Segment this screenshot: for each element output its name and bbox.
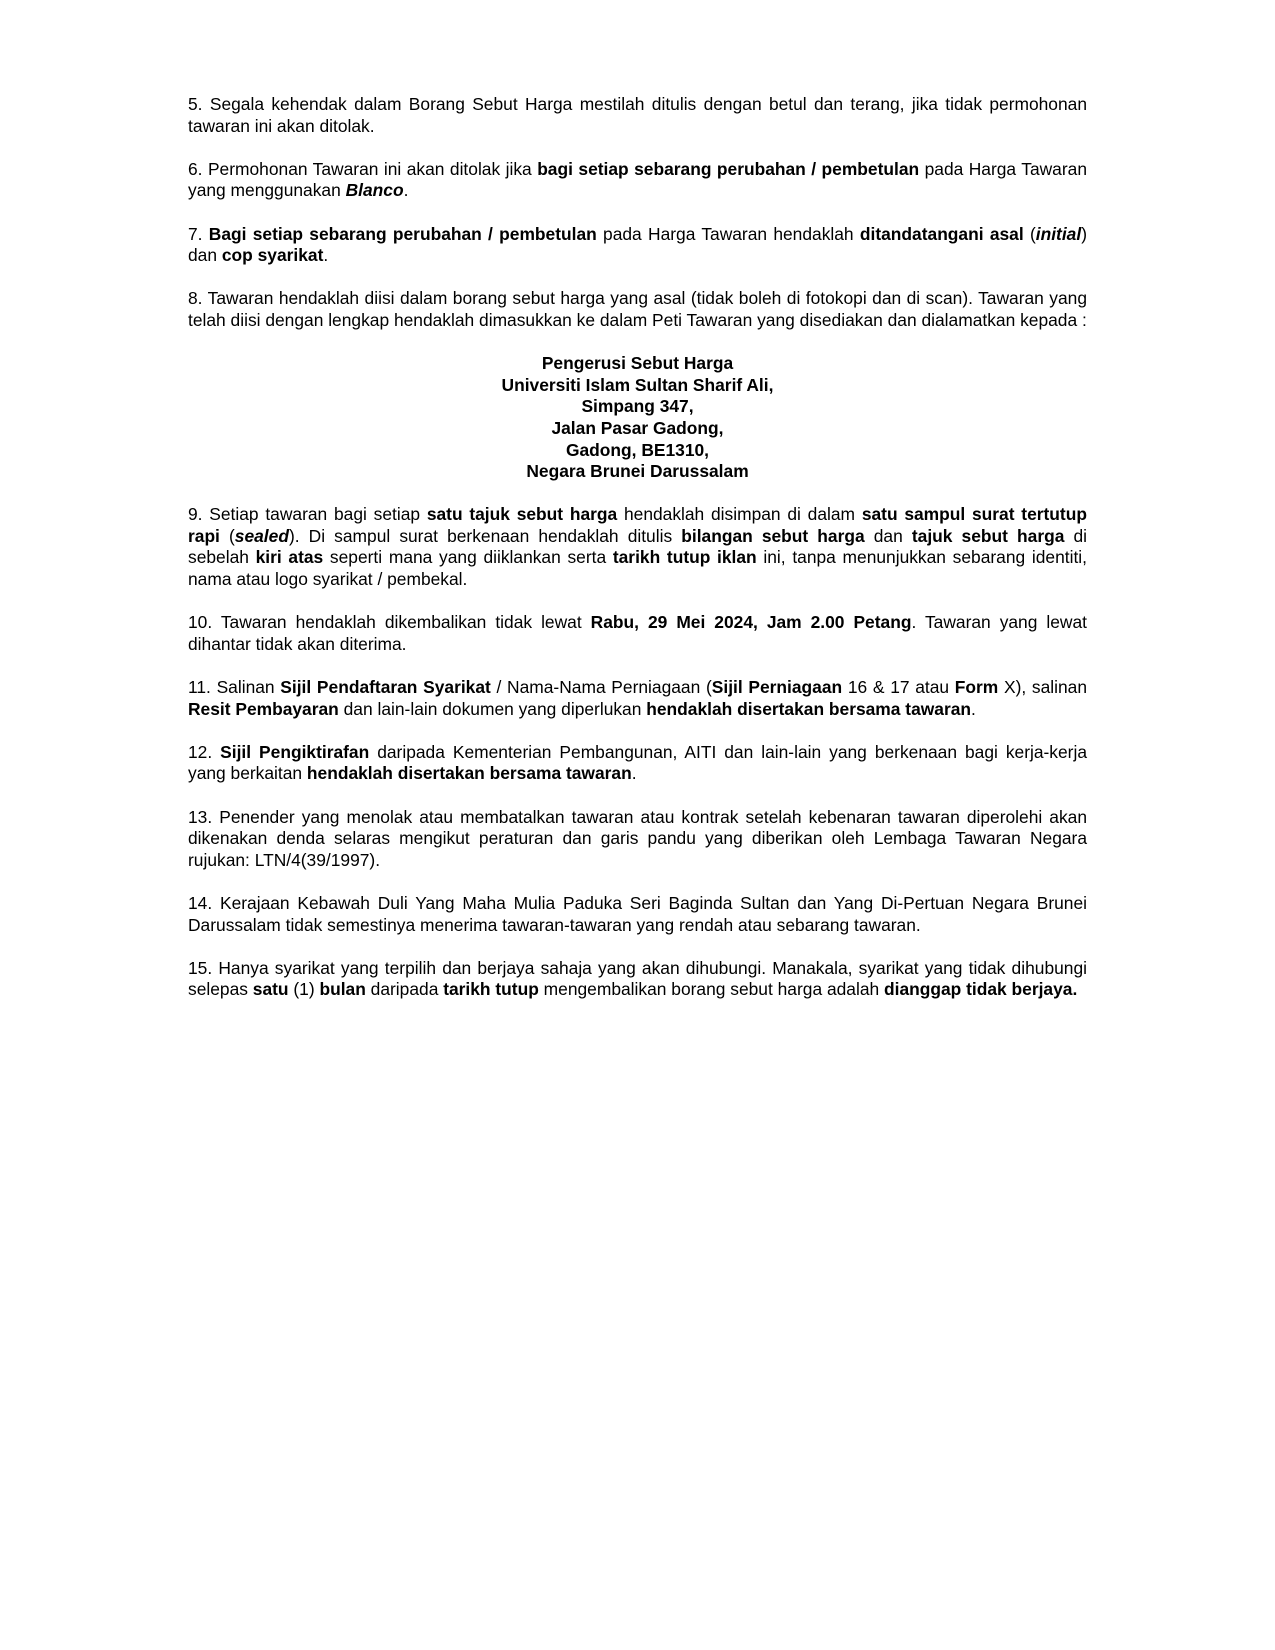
emphasis-segment: Sijil Perniagaan — [711, 677, 843, 698]
address-line: Jalan Pasar Gadong, — [551, 417, 724, 438]
text-segment: ( — [219, 525, 235, 546]
text-segment: ) dan — [188, 223, 1092, 266]
term-paragraph — [188, 957, 1092, 1001]
terms-list-before-address — [188, 94, 1092, 332]
term-paragraph — [188, 892, 1092, 936]
text-segment: . — [971, 698, 976, 719]
text-segment: seperti mana yang diiklankan serta — [323, 547, 613, 568]
text-segment: . Tawaran yang lewat dihantar tidak akan diterima. — [188, 612, 1092, 654]
text-segment: 14. Kerajaan Kebawah Duli Yang Maha Mulia Paduka Seri Baginda Sultan dan Yang Di-Pertuan Negara Brunei Darussalam tidak semestinya menerima tawaran-tawaran yang rendah atau sebarang tawaran. — [188, 892, 1092, 935]
emphasis-segment: dianggap tidak berjaya. — [884, 979, 1078, 1000]
text-segment: ( — [1023, 223, 1036, 244]
text-segment: dan lain-lain dokumen yang diperlukan — [338, 698, 647, 719]
text-segment: / Nama-Nama Perniagaan ( — [490, 677, 712, 698]
text-segment: . — [403, 180, 409, 201]
term-paragraph — [188, 223, 1092, 267]
text-segment: daripada Kementerian Pembangunan, AITI dan lain-lain yang berkenaan bagi kerja-kerja yang berkaitan — [188, 741, 1092, 784]
emphasis-segment: ditandatangani asal — [859, 223, 1024, 244]
emphasis-segment: kiri atas — [255, 547, 324, 568]
emphasis-segment: Rabu, 29 Mei 2024, Jam 2.00 Petang — [590, 612, 912, 633]
emphasis-segment: cop syarikat — [221, 245, 324, 266]
emphasis-segment: bilangan sebut harga — [681, 525, 865, 546]
emphasis-segment: Bagi setiap sebarang perubahan / pembetulan — [208, 223, 597, 244]
text-segment: 10. Tawaran hendaklah dikembalikan tidak lewat — [188, 612, 591, 633]
term-paragraph — [188, 94, 1092, 137]
terms-list-after-address — [188, 504, 1092, 1001]
emphasis-segment: satu tajuk sebut harga — [426, 504, 618, 525]
emphasis-segment: bagi setiap sebarang perubahan / pembetulan — [537, 158, 920, 179]
emphasis-segment: initial — [1035, 223, 1082, 244]
text-segment: mengembalikan borang sebut harga adalah — [538, 979, 884, 1000]
text-segment: daripada — [365, 979, 444, 1000]
address-line: Simpang 347, — [581, 396, 694, 417]
term-paragraph — [188, 741, 1092, 785]
text-segment: . — [323, 245, 329, 266]
emphasis-segment: tajuk sebut harga — [911, 525, 1065, 546]
text-segment: 9. Setiap tawaran bagi setiap — [188, 504, 427, 525]
text-segment: pada Harga Tawaran hendaklah — [596, 223, 860, 244]
emphasis-segment: Form — [954, 677, 999, 698]
text-segment: ini, tanpa menunjukkan sebarang identiti, nama atau logo syarikat / pembekal. — [188, 547, 1092, 590]
text-segment: di sebelah — [188, 525, 1092, 568]
text-segment: hendaklah disimpan di dalam — [617, 504, 862, 525]
submission-address — [188, 353, 1087, 483]
address-line: Negara Brunei Darussalam — [526, 461, 749, 482]
address-line: Universiti Islam Sultan Sharif Ali, — [501, 374, 774, 395]
emphasis-segment: Sijil Pengiktirafan — [220, 741, 370, 762]
text-segment: 12. — [188, 741, 221, 762]
document-page — [188, 94, 1092, 1023]
text-segment: dan — [864, 525, 912, 546]
text-segment: 6. Permohonan Tawaran ini akan ditolak jika — [188, 158, 538, 179]
text-segment: . — [631, 763, 637, 784]
address-line: Gadong, BE1310, — [565, 439, 710, 460]
emphasis-segment: hendaklah disertakan bersama tawaran — [306, 763, 632, 784]
text-segment: (1) — [288, 979, 320, 1000]
emphasis-segment: bulan — [319, 979, 366, 1000]
text-segment: pada Harga Tawaran yang menggunakan — [188, 158, 1092, 201]
term-paragraph — [188, 677, 1092, 720]
term-paragraph — [188, 288, 1092, 331]
emphasis-segment: Blanco — [345, 180, 404, 201]
emphasis-segment: hendaklah disertakan bersama tawaran — [646, 698, 972, 719]
term-paragraph — [188, 806, 1092, 872]
term-paragraph — [188, 504, 1092, 590]
emphasis-segment: Resit Pembayaran — [188, 698, 339, 719]
text-segment: 7. — [188, 223, 209, 244]
text-segment: 16 & 17 atau — [842, 677, 955, 698]
text-segment: X), salinan — [998, 677, 1092, 698]
term-paragraph — [188, 158, 1092, 202]
text-segment: 15. Hanya syarikat yang terpilih dan berjaya sahaja yang akan dihubungi. Manakala, syarikat yang tidak dihubungi selepas — [188, 957, 1092, 1000]
text-segment: 11. Salinan — [188, 677, 281, 698]
text-segment: ). Di sampul surat berkenaan hendaklah ditulis — [288, 525, 682, 546]
text-segment: 13. Penender yang menolak atau membatalkan tawaran atau kontrak setelah kebenaran tawaran diperolehi akan dikenakan denda selaras mengikut peraturan dan garis pandu yang diberikan oleh Lembaga Tawaran Negara rujukan: LTN/4(39/1997). — [188, 806, 1092, 870]
emphasis-segment: tarikh tutup — [443, 979, 539, 1000]
text-segment: 5. Segala kehendak dalam Borang Sebut Harga mestilah ditulis dengan betul dan terang, jika tidak permohonan tawaran ini akan ditolak. — [188, 94, 1092, 136]
term-paragraph — [188, 612, 1092, 655]
text-segment: 8. Tawaran hendaklah diisi dalam borang sebut harga yang asal (tidak boleh di fotokopi dan di scan). Tawaran yang telah diisi dengan lengkap hendaklah dimasukkan ke dalam Peti Tawaran yang disediakan dan dialamatkan kepada : — [188, 288, 1092, 330]
emphasis-segment: Sijil Pendaftaran Syarikat — [280, 677, 491, 698]
emphasis-segment: satu — [252, 979, 289, 1000]
emphasis-segment: sealed — [234, 525, 289, 546]
emphasis-segment: satu sampul surat tertutup rapi — [188, 504, 1092, 546]
address-line: Pengerusi Sebut Harga — [541, 353, 734, 374]
emphasis-segment: tarikh tutup iklan — [612, 547, 757, 568]
